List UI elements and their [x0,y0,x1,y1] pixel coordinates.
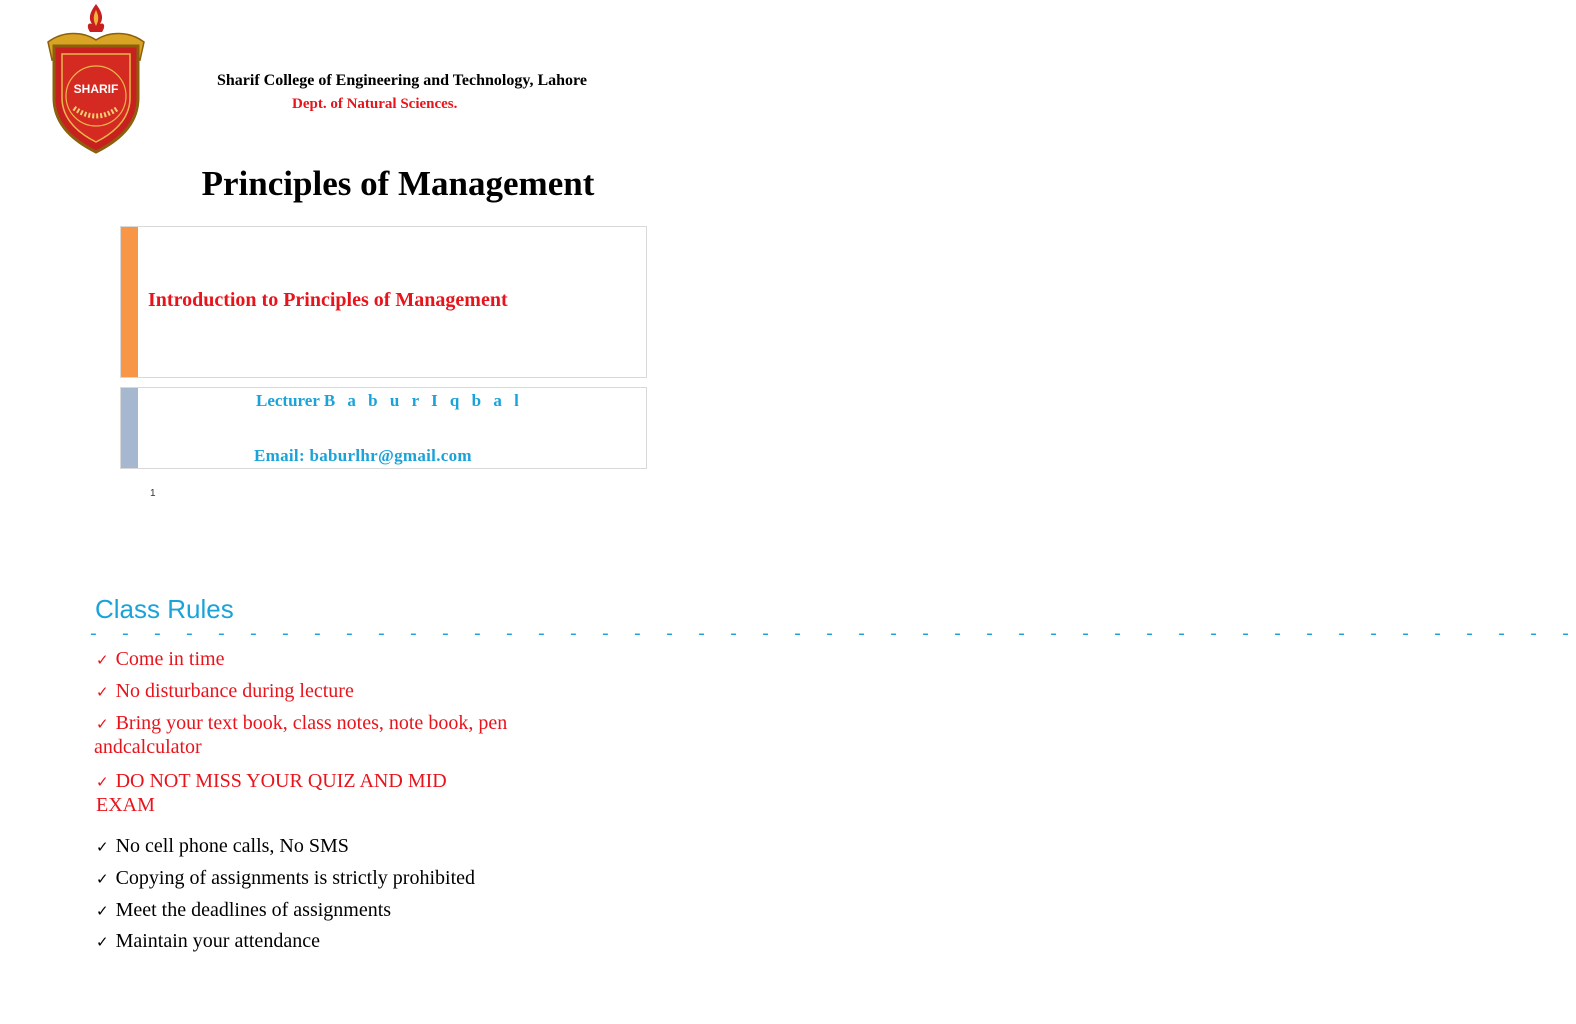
check-icon: ✓ [96,838,109,856]
lecturer-prefix: Lecturer [256,391,320,410]
lecturer-email: Email: baburlhr@gmail.com [254,446,472,465]
page-title: Principles of Management [201,164,595,203]
rule-item: ✓ Copying of assignments is strictly prohibited [96,867,476,889]
check-icon: ✓ [96,683,109,701]
college-logo-shield-icon [40,2,152,154]
intro-heading: Introduction to Principles of Management [148,289,508,311]
lecturer-line [256,391,523,411]
logo-text: SHARIF [73,82,119,96]
intro-box [120,226,647,378]
rule-item: ✓ Maintain your attendance [96,930,320,952]
rule-item: ✓ Come in time [96,648,225,670]
rule-item: ✓ DO NOT MISS YOUR QUIZ AND MID EXAM [96,770,447,816]
rule-item: ✓ No disturbance during lecture [96,680,354,702]
page-number: 1 [150,488,156,499]
class-rules-title: Class Rules [95,594,234,624]
check-icon: ✓ [96,773,109,791]
college-name: Sharif College of Engineering and Technology, Lahore [217,72,587,89]
lecturer-box [120,387,647,469]
check-icon: ✓ [96,902,109,920]
check-icon: ✓ [96,933,109,951]
intro-accent-bar [121,227,138,377]
check-icon: ✓ [96,870,109,888]
check-icon: ✓ [96,715,109,733]
rule-item: ✓ Meet the deadlines of assignments [96,899,392,921]
class-rules-divider: - - - - - - - - - - - - - - - - - - - - - - - - - - - - - - - - - - - - - - - - - - - - - - - [88,625,1576,645]
check-icon: ✓ [96,651,109,669]
lecturer-accent-bar [121,388,138,468]
college-logo [40,2,152,154]
department-name: Dept. of Natural Sciences. [292,96,458,112]
lecturer-name: B a b u r I q b a l [323,391,523,410]
rule-item: ✓ Bring your text book, class notes, note book, pen andcalculator [94,712,508,758]
rule-item: ✓ No cell phone calls, No SMS [96,835,349,857]
